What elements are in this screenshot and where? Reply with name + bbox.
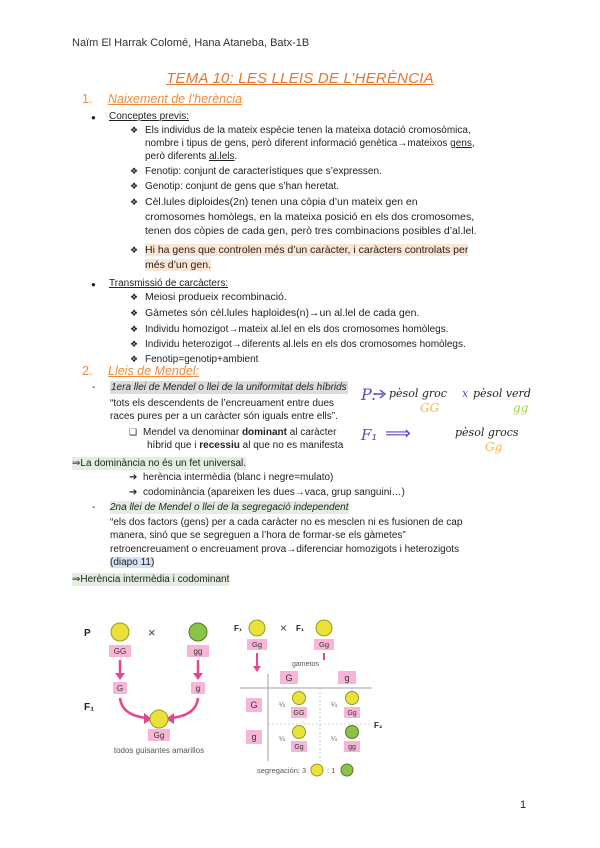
section-label: Lleis de Mendel: <box>108 364 200 378</box>
dash-bullet: - <box>92 382 96 393</box>
fig-label: F₂ <box>374 721 383 730</box>
genotype-label: gg <box>348 744 356 751</box>
transmission-item: ❖ Fenotip=genotip+ambient <box>130 354 259 365</box>
transmission-heading: ● Transmissió de carcàcters: <box>109 277 228 290</box>
section-label: Naixement de l’herència <box>108 92 243 106</box>
arrowhead <box>193 673 203 680</box>
diamond-bullet-icon: ❖ <box>130 245 139 255</box>
checkbox-icon: ❑ <box>129 427 138 437</box>
concept-item <box>130 124 475 163</box>
law2-quote: “els dos factors (gens) per a cada caràcter no es mesclen ni es fusionen de cap manera, sinó que se segreguen a l’hora de formar-se els gàmetes” retroencreuament o encreuament prova→diferenciar homozigots i heterozigots (diapo 11) <box>110 517 463 568</box>
yellow-pea-icon <box>249 620 265 636</box>
fig-times: × <box>148 625 156 640</box>
final-note: ⇒Herència intermèdia i codominant <box>72 574 230 585</box>
underlined-word: gens <box>450 138 472 149</box>
hw-genotype: Gg <box>485 440 503 454</box>
gamete-label: G <box>285 673 293 683</box>
gamete-label: G <box>250 700 258 710</box>
yellow-pea-icon <box>311 764 323 776</box>
green-pea-icon <box>341 764 353 776</box>
figure-p-cross <box>80 618 230 758</box>
yellow-pea-icon <box>293 692 306 705</box>
genotype-label: Gg <box>153 731 165 740</box>
fig-label: F₁ <box>296 624 305 633</box>
law2-title: 2na llei de Mendel o llei de la segregació independent <box>110 502 349 513</box>
fraction-label: ¼ <box>279 702 285 709</box>
yellow-pea-icon <box>150 710 168 728</box>
arrow-right-icon: ➔ <box>129 472 138 483</box>
section-heading-2 <box>82 364 199 378</box>
diamond-bullet-icon: ❖ <box>130 166 139 176</box>
page-number: 1 <box>520 799 527 811</box>
hw-text: pèsol groc <box>389 387 447 400</box>
transmission-item: ❖ Individu homozigot→mateix al.lel en els dos cromosomes homòlegs. <box>130 324 449 335</box>
hw-text: pèsol grocs <box>455 426 519 439</box>
gametes-label: gametos <box>292 661 319 668</box>
hw-f1-label: F₁ <box>361 426 378 444</box>
diamond-bullet-icon: ❖ <box>130 308 139 318</box>
fraction-label: ¼ <box>331 736 337 743</box>
hw-text: pèsol verd <box>473 387 531 400</box>
arrow-right-icon: ➔ <box>129 487 138 498</box>
hw-genotype: GG <box>420 401 440 415</box>
hw-genotype: gg <box>513 401 529 415</box>
concept-item-highlighted: ❖ Hi ha gens que controlen més d’un caràcter, i caràcters controlats per més d’un gen. <box>130 244 469 271</box>
fig-label: P <box>84 628 91 639</box>
underlined-word: al.lels <box>208 151 235 162</box>
genotype-label: Gg <box>318 640 330 649</box>
fig-caption: todos guisantes amarillos <box>113 746 205 755</box>
concepts-heading: ● Conceptes previs: <box>109 110 189 123</box>
text-line: Els individus de la mateix espècie tenen la mateixa dotació cromosòmica, <box>145 125 471 136</box>
transmission-item: ❖ Individu heterozigot→diferents al.lels en els dos cromosomes homòlegs. <box>130 339 466 350</box>
yellow-pea-icon <box>346 692 359 705</box>
section-number: 1. <box>82 92 93 106</box>
diamond-bullet-icon: ❖ <box>130 324 139 334</box>
dominance-item: ❑ Mendel va denominar dominant al caràcter híbrid que i recessiu al que no es manifesta <box>129 427 344 451</box>
diamond-bullet-icon: ❖ <box>130 354 139 364</box>
diamond-bullet-icon: ❖ <box>130 292 139 302</box>
hw-times: x <box>462 387 469 400</box>
transmission-item: ❖ Gàmetes són cèl.lules haploides(n)→un al.lel de cada gen. <box>130 307 420 319</box>
green-pea-icon <box>189 623 207 641</box>
diamond-bullet-icon: ❖ <box>130 197 139 207</box>
arrow-item: ➔ herència intermèdia (blanc i negre=mulato) <box>129 472 334 483</box>
genotype-label: Gg <box>294 744 304 751</box>
handwritten-annotation <box>355 378 570 458</box>
section-number: 2. <box>82 364 93 378</box>
dominance-note: ⇒La dominància no és un fet universal. <box>72 458 247 469</box>
gamete-label: g <box>344 673 350 683</box>
transmission-item: ❖ Meiosi produeix recombinació. <box>130 291 287 303</box>
figure-punnett <box>232 616 392 781</box>
diamond-bullet-icon: ❖ <box>130 339 139 349</box>
arrow-item: ➔ codominància (apareixen les dues→vaca, grup sanguini…) <box>129 487 405 498</box>
page-title: TEMA 10: LES LLEIS DE L’HERÈNCIA <box>166 70 434 87</box>
fig-label: F₁ <box>84 702 95 713</box>
diamond-bullet-icon: ❖ <box>130 181 139 191</box>
gamete-label: g <box>251 732 257 742</box>
page-header: Naïm El Harrak Colomé, Hana Ataneba, Batx-1B <box>72 37 310 49</box>
concept-item: ❖ Genotip: conjunt de gens que s’han heretat. <box>130 181 340 192</box>
diamond-bullet-icon: ❖ <box>130 125 139 135</box>
arrowhead <box>115 673 125 680</box>
gamete-label: G <box>116 684 124 693</box>
genotype-label: Gg <box>251 640 263 649</box>
fig-label: F₁ <box>234 624 243 633</box>
law1-quote: “tots els descendents de l’encreuament entre dues races pures per a un caràcter són iguals entre ells”. <box>110 398 338 422</box>
law1-title: 1era llei de Mendel o llei de la uniformitat dels híbrids <box>111 382 347 393</box>
arrowhead <box>253 666 261 672</box>
genotype-label: GG <box>293 710 305 717</box>
arrow-curve-icon <box>120 698 148 718</box>
concept-item: ❖ Fenotip: conjunt de característiques que s’expressen. <box>130 166 382 177</box>
fig-times: × <box>280 621 288 635</box>
dash-bullet: - <box>92 502 96 513</box>
yellow-pea-icon <box>111 623 129 641</box>
text-line: però diferents al.lels. <box>145 151 238 162</box>
genotype-label: GG <box>113 647 127 656</box>
hw-double-arrow-icon: ⟹ <box>385 423 411 443</box>
concept-item: ❖ Cèl.lules diploides(2n) tenen una còpia d’un mateix gen en cromosomes homòlegs, en la mateixa posició en els dos cromosomes, tenen dos còpies de cada gen, però tres combinacions posibles d’al.lel. <box>130 196 477 237</box>
yellow-pea-icon <box>293 726 306 739</box>
genotype-label: gg <box>193 647 203 656</box>
segregation-label: segregación: 3 <box>257 766 307 775</box>
fraction-label: ¼ <box>331 702 337 709</box>
green-pea-icon <box>346 726 359 739</box>
text-line: nombre i tipus de gens, però diferent informació genètica→mateixos gens, <box>145 138 475 149</box>
segregation-ratio: : 1 <box>327 766 336 775</box>
gamete-label: g <box>195 684 201 693</box>
section-heading-1 <box>82 92 242 106</box>
arrow-curve-icon <box>170 698 198 718</box>
genotype-label: Gg <box>347 710 357 717</box>
fraction-label: ¼ <box>279 736 285 743</box>
hw-p-label: P: <box>361 385 377 404</box>
yellow-pea-icon <box>316 620 332 636</box>
